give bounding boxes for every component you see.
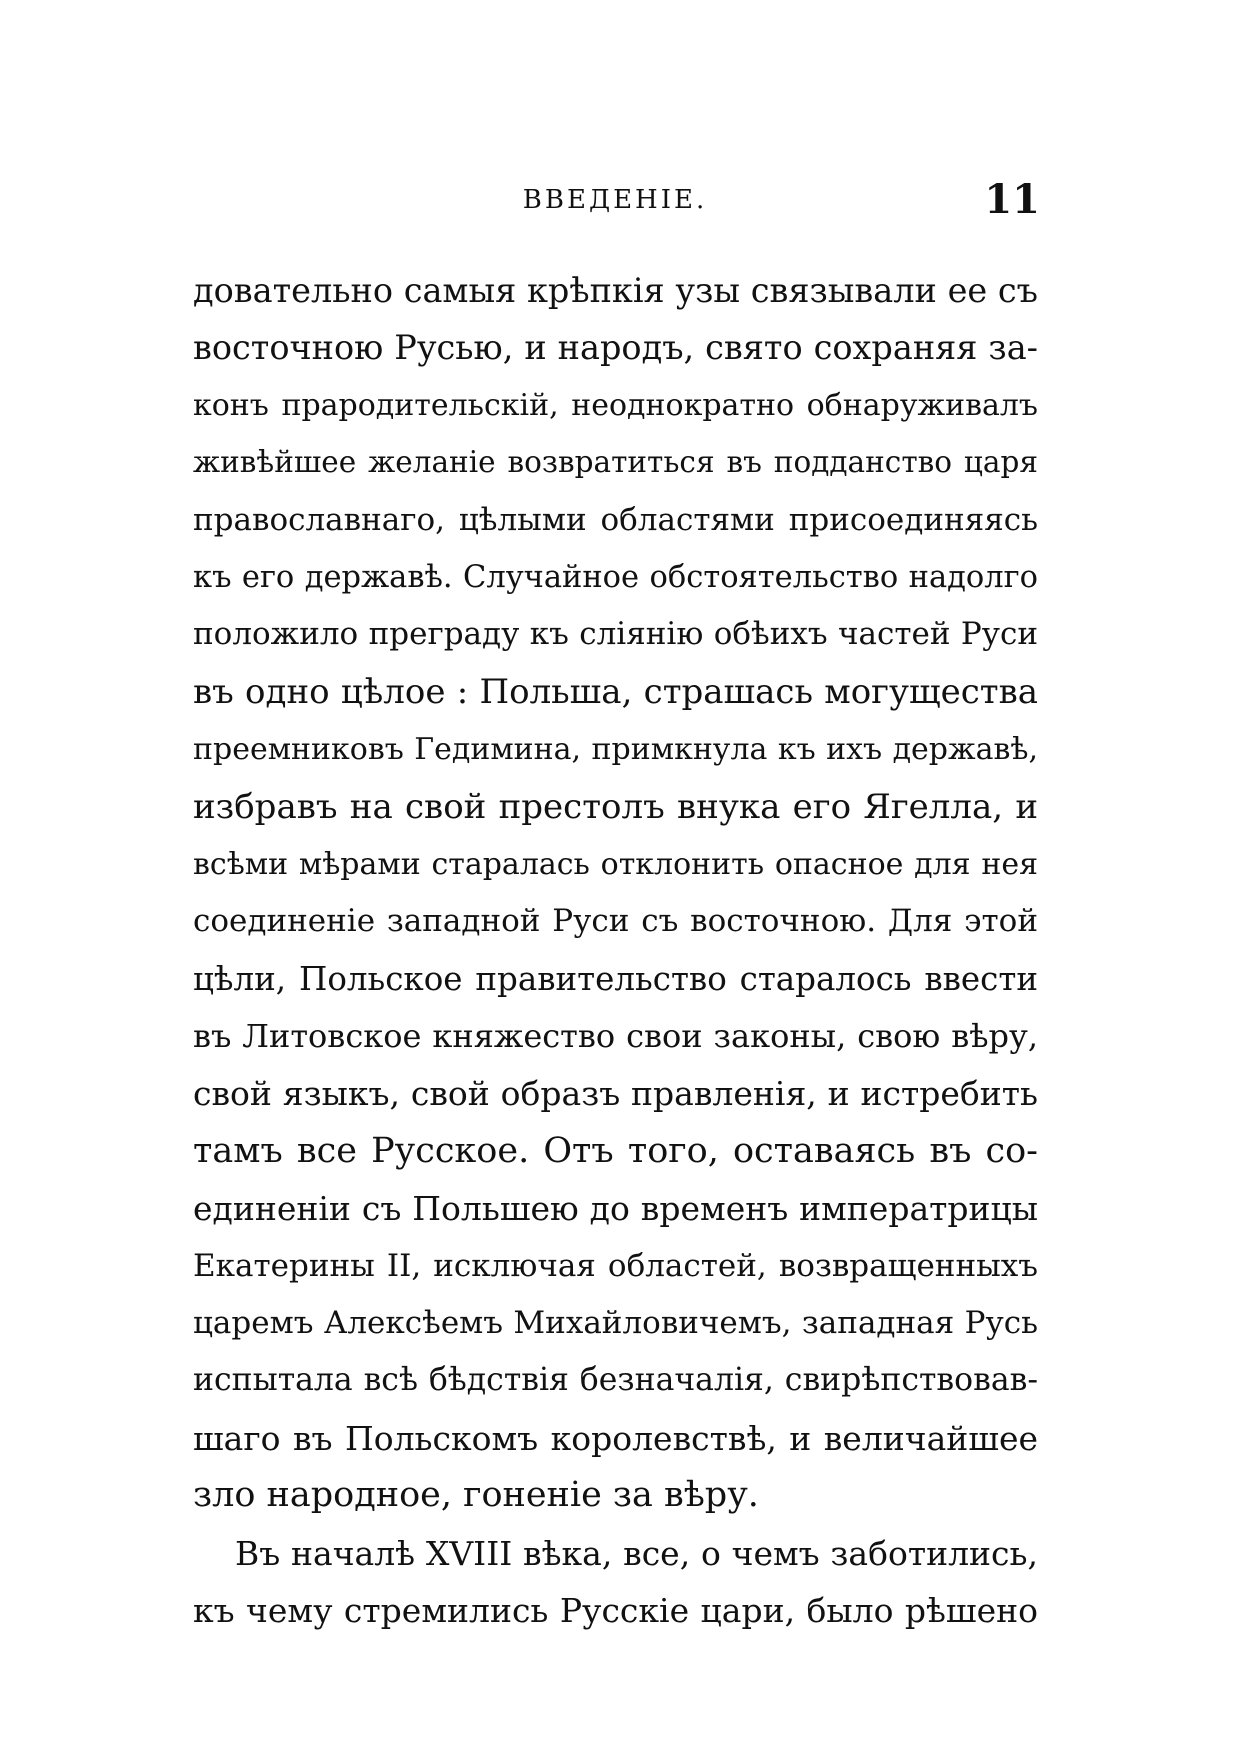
text-line: Екатерины II, исключая областей, возвращенныхъ <box>193 1247 1038 1284</box>
text-line: единеніи съ Польшею до временъ императрицы <box>193 1189 1038 1229</box>
text-line: тамъ все Русское. Отъ того, оставаясь въ со- <box>193 1130 1038 1171</box>
text-line: въ Литовское княжество свои законы, свою вѣру, <box>193 1017 1038 1056</box>
text-line: испытала всѣ бѣдствія безначалія, свирѣпствовав- <box>193 1362 1038 1399</box>
text-line: православнаго, цѣлыми областями присоединяясь <box>193 501 1038 538</box>
text-line: конъ прародительскій, неоднократно обнаруживалъ <box>193 387 1038 423</box>
text-line: довательно самыя крѣпкія узы связывали ее съ <box>193 271 1038 310</box>
text-line: царемъ Алексѣемъ Михайловичемъ, западная Русь <box>193 1305 1038 1342</box>
text-line: восточною Русью, и народъ, свято сохраняя за- <box>193 328 1038 368</box>
paragraph-1 <box>193 262 1038 1525</box>
text-line: всѣми мѣрами старалась отклонить опасное для нея <box>193 846 1038 882</box>
text-line: цѣли, Польское правительство старалось ввести <box>193 959 1038 998</box>
text-line: положило преграду къ слiянiю обѣихъ частей Руси <box>193 616 1038 653</box>
page-number: 11 <box>984 176 1040 223</box>
paragraph-2 <box>193 1525 1038 1640</box>
running-head <box>190 176 1040 224</box>
text-line: избравъ на свой престолъ внука его Ягелла, и <box>193 786 1038 827</box>
text-line: живѣйшее желаніе возвратиться въ подданство царя <box>193 445 1038 480</box>
text-line: соединеніе западной Руси съ восточною. Для этой <box>193 903 1038 940</box>
text-line: въ одно цѣлое : Польша, страшась могущества <box>193 671 1038 712</box>
text-line: къ чему стремились Русскіе цари, было рѣшено <box>193 1590 1038 1630</box>
text-line: къ его державѣ. Случайное обстоятельство надолго <box>193 559 1038 595</box>
text-line: свой языкъ, свой образъ правленія, и истребить <box>193 1074 1038 1114</box>
text-line: зло народное, гоненіе за вѣру. <box>193 1475 759 1516</box>
body-text <box>193 262 1038 1639</box>
running-title: ВВЕДЕНІЕ. <box>522 185 708 215</box>
text-line: преемниковъ Гедимина, примкнула къ ихъ державѣ, <box>193 732 1038 768</box>
text-line: Въ началѣ XVIII вѣка, все, о чемъ заботились, <box>235 1533 1038 1573</box>
text-line: шаго въ Польскомъ королевствѣ, и величайшее <box>193 1418 1038 1458</box>
